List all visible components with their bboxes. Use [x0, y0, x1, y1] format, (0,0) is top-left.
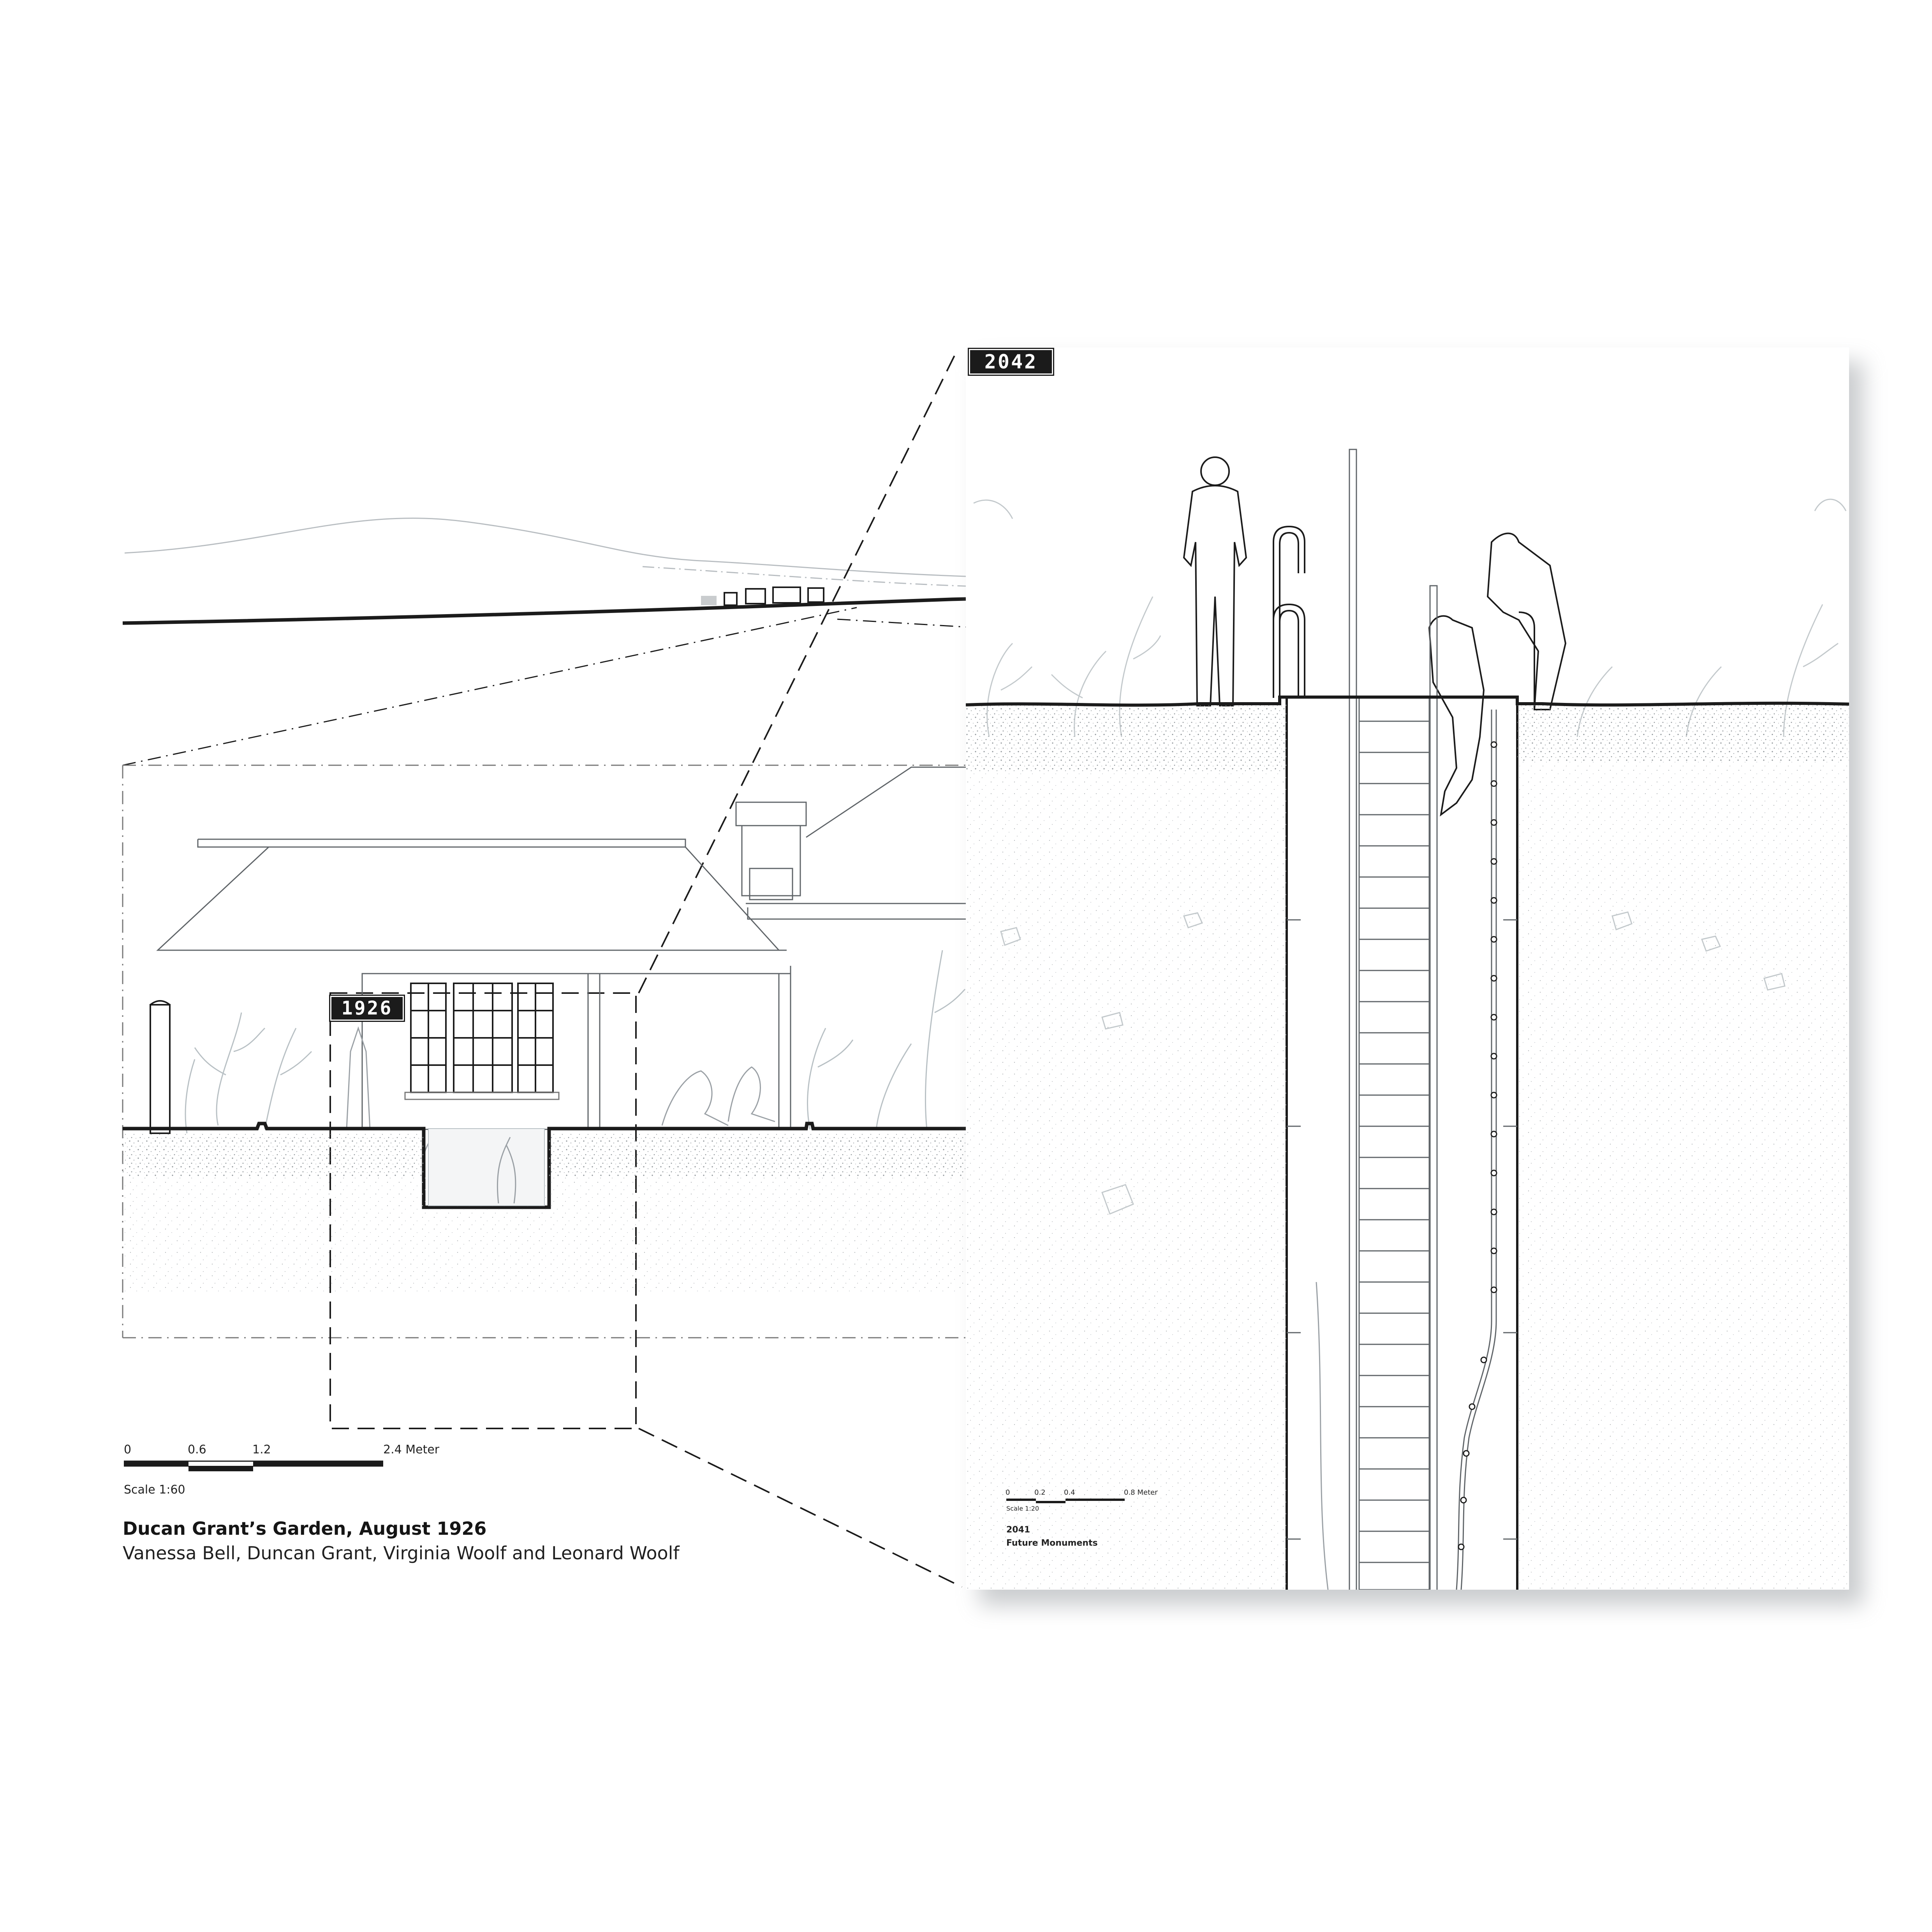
pit-1926: [428, 1129, 544, 1206]
scale-tick-0-6: 0.6: [188, 1443, 206, 1456]
caption-subtitle: Vanessa Bell, Duncan Grant, Virginia Woolf and Leonard Woolf: [123, 1543, 680, 1564]
sheet-scale-tick-2: 0.4: [1064, 1488, 1075, 1497]
standing-figure: [1184, 457, 1246, 706]
soil-left-2: [549, 1133, 966, 1176]
foliage-left: [185, 950, 965, 1133]
sheet-year: 2041: [1006, 1525, 1030, 1535]
rope-knots: [1458, 742, 1497, 1550]
soil-left: [123, 1133, 424, 1176]
sheet-soil-deep-right: [1517, 761, 1849, 1590]
sheet-section-drawing: [966, 347, 1849, 1590]
sheet-soil-deep: [966, 773, 1287, 1590]
tall-pole: [1349, 449, 1437, 1590]
future-monument-sheet: [966, 347, 1849, 1590]
caption-title: Ducan Grant’s Garden, August 1926: [123, 1518, 487, 1539]
sheet-scale-tick-0: 0: [1006, 1488, 1010, 1497]
scale-label: Scale 1:60: [124, 1483, 185, 1497]
sheet-scale-label: Scale 1:20: [1006, 1505, 1039, 1512]
cottage-windows: [405, 983, 559, 1099]
scale-tick-1-2: 1.2: [252, 1443, 271, 1456]
cottage-elevation: [158, 767, 966, 1129]
sheet-scale-tick-1: 0.2: [1034, 1488, 1046, 1497]
year-badge-2042: 2042: [969, 349, 1053, 375]
scale-tick-0: 0: [124, 1443, 132, 1456]
sheet-soil-right: [1517, 703, 1849, 761]
caption: [123, 1517, 902, 1566]
sheet-ground-line: [966, 697, 1849, 705]
sheet-soil: [966, 703, 1287, 773]
hill-silhouette: [125, 518, 966, 586]
sheet-title: Future Monuments: [1006, 1538, 1098, 1548]
rope: [1456, 710, 1496, 1590]
sheet-scale-tick-3: 0.8 Meter: [1124, 1488, 1158, 1497]
crouching-figure: [1488, 534, 1566, 710]
zoom-callout: [330, 349, 962, 1587]
left-scale-bar: [124, 1461, 383, 1471]
distant-buildings: [701, 587, 824, 605]
sheet-foliage: [974, 499, 1846, 737]
shaft-ladder: [1287, 697, 1517, 1590]
year-badge-1926: 1926: [330, 996, 404, 1021]
scale-tick-2-4: 2.4 Meter: [383, 1443, 440, 1456]
garden-pillar: [150, 1001, 170, 1133]
